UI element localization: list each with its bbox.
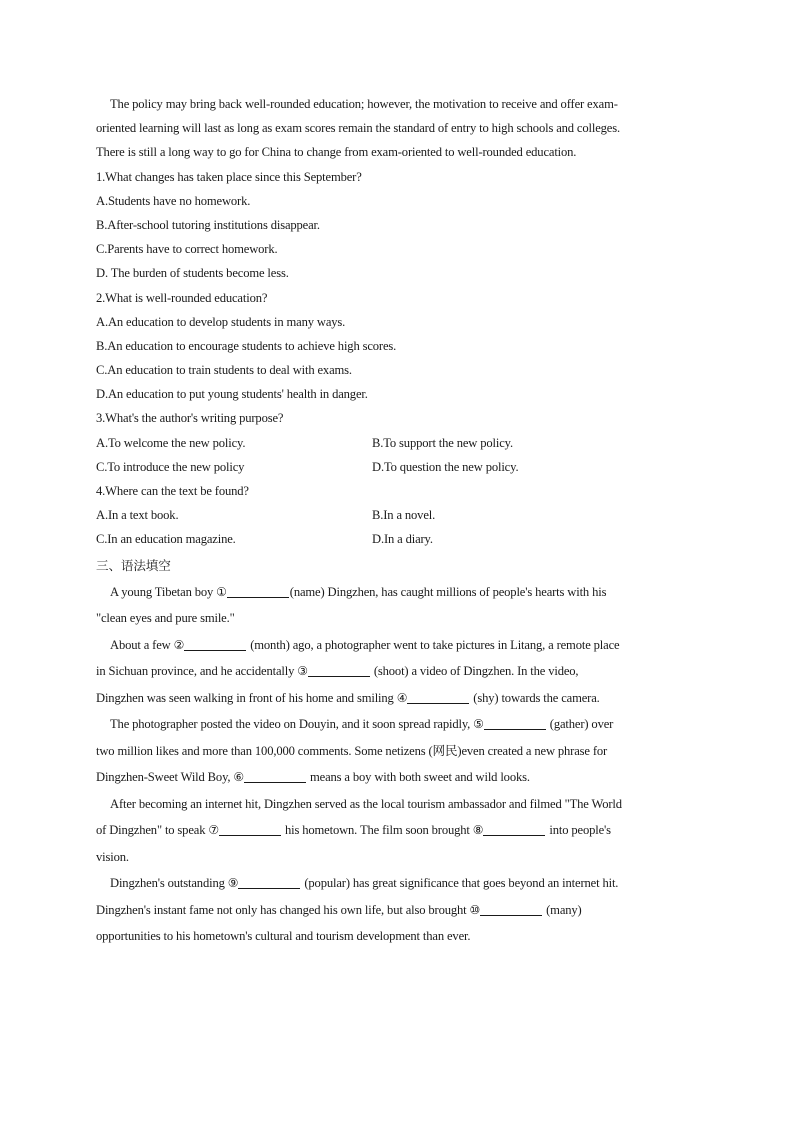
blank-number: ③ — [297, 664, 308, 679]
option-a: A.In a text book. — [96, 508, 179, 523]
text-segment: (shy) towards the camera. — [470, 690, 600, 705]
grammar-line: two million likes and more than 100,000 comments. Some netizens (网民)even created a new phrase for — [96, 743, 608, 758]
option-a: A.Students have no homework. — [96, 193, 251, 208]
fill-blank[interactable] — [184, 637, 246, 651]
grammar-line — [96, 685, 700, 712]
text-segment: Dingzhen's instant fame not only has changed his own life, but also brought — [96, 902, 470, 917]
question-1 — [96, 165, 700, 286]
question-2 — [96, 286, 700, 407]
paragraph-line: oriented learning will last as long as exam scores remain the standard of entry to high schools and colleges. — [96, 121, 620, 136]
option-d: D. The burden of students become less. — [96, 266, 289, 281]
option-c: C.To introduce the new policy — [96, 459, 245, 474]
question-4 — [96, 479, 700, 552]
option-a: A.An education to develop students in many ways. — [96, 314, 346, 329]
blank-number: ⑥ — [233, 770, 245, 785]
blank-number: ⑦ — [208, 823, 219, 838]
text-segment: Dingzhen's outstanding — [110, 876, 228, 891]
text-segment: (many) — [543, 902, 582, 917]
text-segment: means a boy with both sweet and wild looks. — [307, 770, 530, 785]
text-segment: Dingzhen-Sweet Wild Boy, — [96, 770, 234, 785]
option-row — [96, 455, 700, 479]
grammar-line: After becoming an internet hit, Dingzhen served as the local tourism ambassador and filmed "The World — [110, 796, 622, 811]
option-c: C.In an education magazine. — [96, 532, 236, 547]
blank-number: ⑧ — [472, 823, 484, 838]
grammar-paragraph-3 — [96, 711, 700, 791]
grammar-line — [96, 579, 700, 606]
fill-blank[interactable] — [407, 690, 469, 704]
grammar-paragraph-5 — [96, 870, 700, 950]
option-row — [96, 527, 700, 551]
question-3 — [96, 406, 700, 479]
passage-paragraph — [96, 92, 700, 165]
question-stem: 3.What's the author's writing purpose? — [96, 411, 284, 426]
text-segment: (month) ago, a photographer went to take pictures in Litang, a remote place — [247, 637, 620, 652]
fill-blank[interactable] — [480, 902, 542, 916]
grammar-paragraph-2 — [96, 632, 700, 712]
grammar-line — [96, 870, 700, 897]
text-segment: in Sichuan province, and he accidentally — [96, 664, 298, 679]
grammar-line: vision. — [96, 849, 129, 864]
option-c: C.An education to train students to deal with exams. — [96, 363, 352, 378]
blank-number: ① — [216, 584, 227, 599]
blank-number: ② — [173, 637, 185, 652]
option-row — [96, 503, 700, 527]
text-segment: into people's — [546, 823, 611, 838]
option-b: B.In a novel. — [372, 508, 436, 523]
question-stem: 2.What is well-rounded education? — [96, 290, 268, 305]
text-segment: (popular) has great significance that goes beyond an internet hit. — [301, 876, 619, 891]
blank-number: ⑨ — [227, 876, 239, 891]
fill-blank[interactable] — [238, 875, 300, 889]
section-heading: 三、语法填空 — [96, 557, 171, 573]
grammar-line — [96, 658, 700, 685]
text-segment: Dingzhen was seen walking in front of his home and smiling — [96, 690, 397, 705]
grammar-line: "clean eyes and pure smile." — [96, 611, 235, 626]
question-stem: 1.What changes has taken place since this September? — [96, 169, 362, 184]
text-segment: The photographer posted the video on Douyin, and it soon spread rapidly, — [110, 717, 474, 732]
text-segment: About a few — [110, 637, 174, 652]
blank-number: ⑩ — [469, 902, 481, 917]
text-segment: his hometown. The film soon brought — [281, 823, 473, 838]
fill-blank[interactable] — [484, 716, 546, 730]
text-segment: (gather) over — [546, 717, 614, 732]
option-row — [96, 431, 700, 455]
fill-blank[interactable] — [219, 822, 281, 836]
option-d: D.An education to put young students' health in danger. — [96, 387, 368, 402]
text-segment: (shoot) a video of Dingzhen. In the video, — [370, 664, 579, 679]
grammar-line: opportunities to his hometown's cultural and tourism development than ever. — [96, 929, 471, 944]
paragraph-line: There is still a long way to go for China to change from exam-oriented to well-rounded education. — [96, 145, 577, 160]
grammar-line — [96, 711, 700, 738]
fill-blank[interactable] — [227, 584, 289, 598]
grammar-line — [96, 632, 700, 659]
fill-blank[interactable] — [483, 822, 545, 836]
grammar-paragraph-4 — [96, 791, 700, 871]
option-d: D.To question the new policy. — [372, 459, 519, 474]
document-page — [96, 92, 700, 950]
blank-number: ④ — [396, 690, 408, 705]
option-b: B.After-school tutoring institutions disappear. — [96, 217, 320, 232]
option-b: B.An education to encourage students to achieve high scores. — [96, 338, 397, 353]
grammar-line — [96, 817, 700, 844]
text-segment: (name) Dingzhen, has caught millions of people's hearts with his — [289, 584, 607, 599]
question-stem: 4.Where can the text be found? — [96, 484, 249, 498]
fill-blank[interactable] — [308, 663, 370, 677]
grammar-line — [96, 764, 700, 791]
blank-number: ⑤ — [473, 717, 484, 732]
fill-blank[interactable] — [244, 769, 306, 783]
text-segment: of Dingzhen" to speak — [96, 823, 209, 838]
text-segment: A young Tibetan boy — [110, 584, 217, 599]
grammar-line — [96, 897, 700, 924]
option-a: A.To welcome the new policy. — [96, 435, 246, 450]
paragraph-line: The policy may bring back well-rounded education; however, the motivation to receive and offer exam- — [110, 97, 618, 111]
option-b: B.To support the new policy. — [372, 435, 514, 450]
option-c: C.Parents have to correct homework. — [96, 242, 278, 257]
grammar-paragraph-1 — [96, 579, 700, 632]
option-d: D.In a diary. — [372, 532, 433, 547]
